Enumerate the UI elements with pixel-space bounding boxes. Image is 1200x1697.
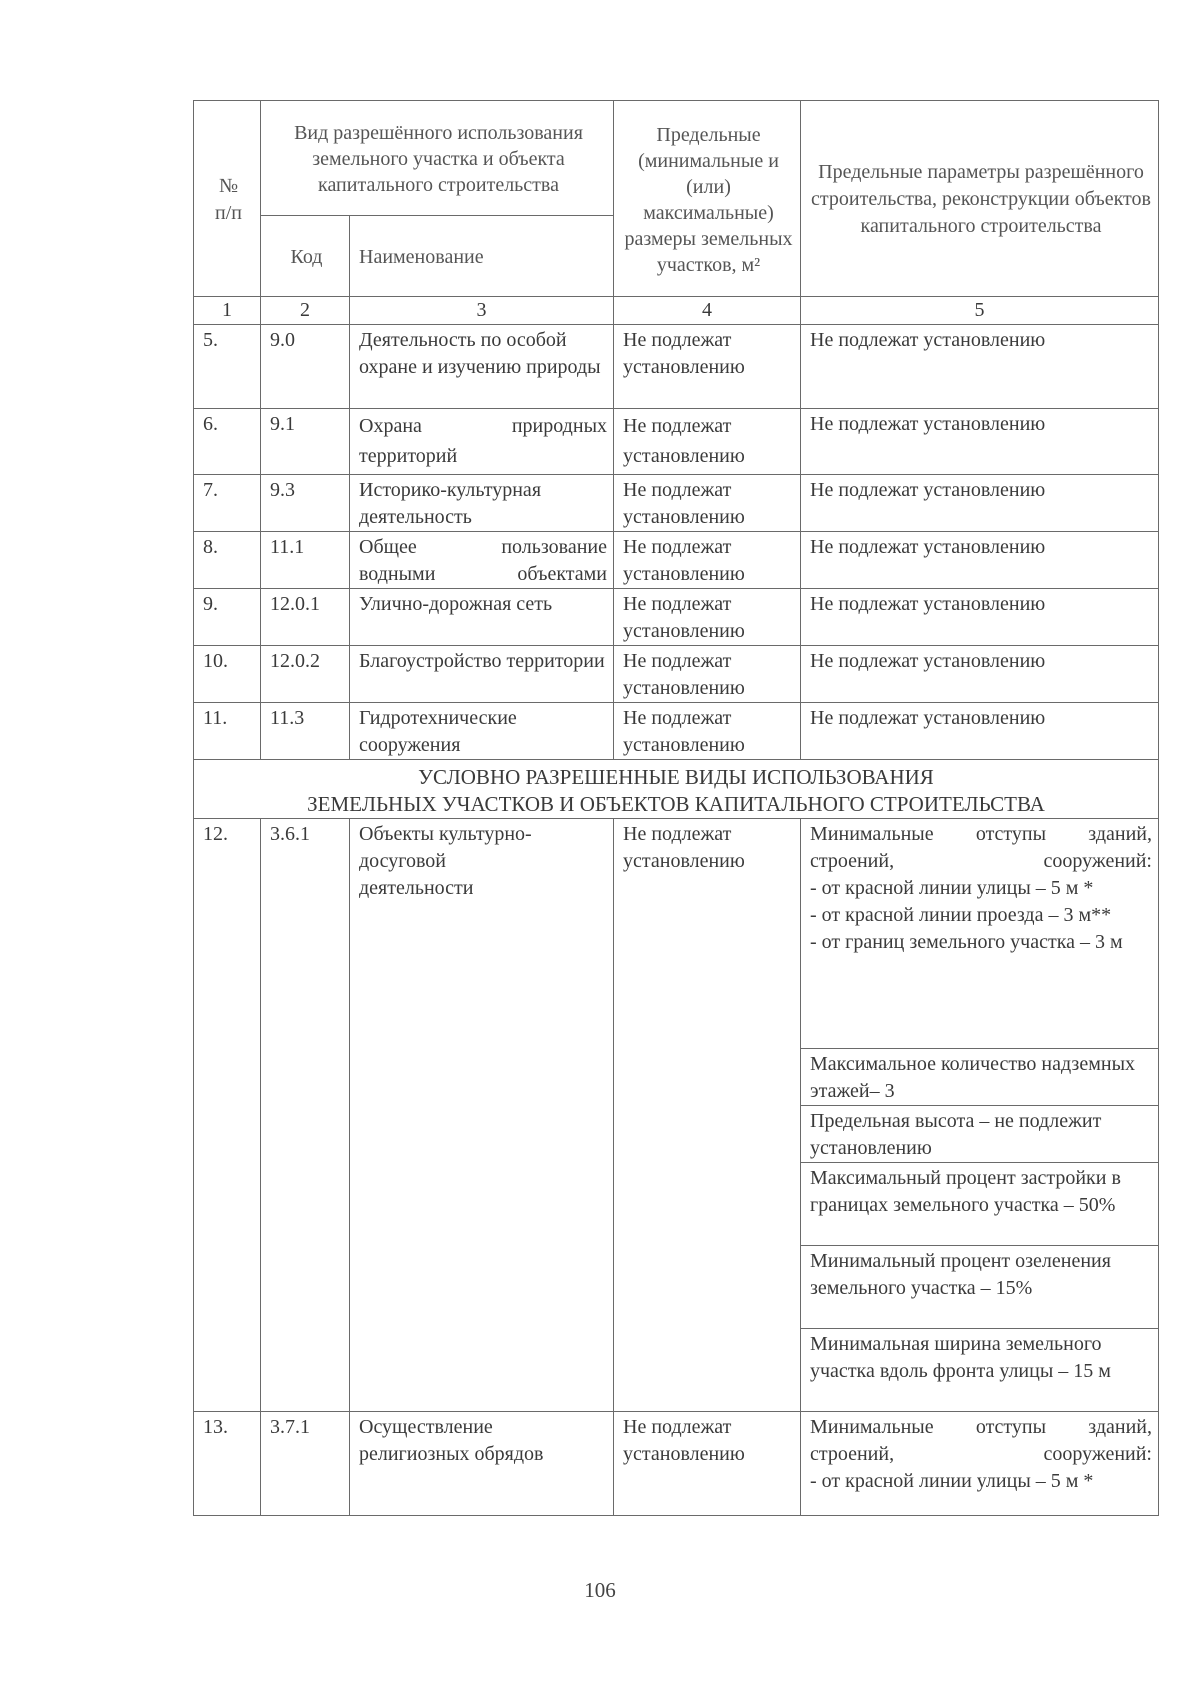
row-size: Не подлежат установлению: [614, 409, 801, 475]
row-code: 9.3: [261, 475, 350, 532]
row-param: Не подлежат установлению: [801, 475, 1159, 532]
row-code: 12.0.1: [261, 589, 350, 646]
param-line: - от красной линии улицы – 5 м *: [810, 1470, 1094, 1492]
param-floors: Максимальное количество надземных этажей– 3: [801, 1048, 1158, 1105]
row-code: 9.1: [261, 409, 350, 475]
col-number: 4: [614, 297, 801, 325]
row-name: Деятельность по особой охране и изучению природы: [350, 325, 614, 409]
param-coverage: Максимальный процент застройки в границах земельного участка – 50%: [801, 1162, 1158, 1245]
row-number: 8.: [194, 532, 261, 589]
row-name: Объекты культурно-досуговой деятельности: [350, 819, 614, 1412]
section-title-line2: ЗЕМЕЛЬНЫХ УЧАСТКОВ И ОБЪЕКТОВ КАПИТАЛЬНОГО СТРОИТЕЛЬСТВА: [307, 792, 1045, 816]
row-code: 11.1: [261, 532, 350, 589]
row-size: Не подлежат установлению: [614, 819, 801, 1412]
col-number: 2: [261, 297, 350, 325]
row-param: Не подлежат установлению: [801, 646, 1159, 703]
row-size: Не подлежат установлению: [614, 475, 801, 532]
row-number: 7.: [194, 475, 261, 532]
col-number: 1: [194, 297, 261, 325]
row-code: 3.6.1: [261, 819, 350, 1412]
header-row-top: [194, 101, 1159, 216]
land-use-table: [193, 100, 1159, 1516]
header-code: Код: [261, 216, 350, 297]
header-name: Наименование: [350, 216, 614, 297]
row-name: Гидротехнические сооружения: [350, 703, 614, 760]
param-frontage: Минимальная ширина земельного участка вдоль фронта улицы – 15 м: [801, 1328, 1158, 1411]
param-height: Предельная высота – не подлежит установлению: [801, 1105, 1158, 1162]
row-code: 11.3: [261, 703, 350, 760]
table-row: [194, 589, 1159, 646]
page-number: 106: [584, 1578, 616, 1602]
row-size: Не подлежат установлению: [614, 646, 801, 703]
row-name: Улично-дорожная сеть: [350, 589, 614, 646]
row-number: 12.: [194, 819, 261, 1412]
row-params: [801, 1412, 1159, 1516]
row-code: 9.0: [261, 325, 350, 409]
section-title: [194, 760, 1159, 819]
row-code: 12.0.2: [261, 646, 350, 703]
row-param: Не подлежат установлению: [801, 532, 1159, 589]
param-greenery: Минимальный процент озеленения земельного участка – 15%: [801, 1245, 1158, 1328]
param-line: - от границ земельного участка – 3 м: [810, 931, 1123, 953]
table-row: [194, 703, 1159, 760]
row-param: Не подлежат установлению: [801, 409, 1159, 475]
row-size: Не подлежат установлению: [614, 589, 801, 646]
table-row: [194, 646, 1159, 703]
column-numbers-row: [194, 297, 1159, 325]
table-row: [194, 532, 1159, 589]
row-name: Общее пользование водными объектами: [350, 532, 614, 589]
row-number: 6.: [194, 409, 261, 475]
row-number: 11.: [194, 703, 261, 760]
param-line: Минимальные отступы зданий, строений, сооружений:: [810, 823, 1152, 872]
row-param: Не подлежат установлению: [801, 589, 1159, 646]
row-name: Благоустройство территории: [350, 646, 614, 703]
row-size: Не подлежат установлению: [614, 703, 801, 760]
header-use-type: Вид разрешённого использования земельного участка и объекта капитального строительства: [261, 101, 614, 216]
row-param: Не подлежат установлению: [801, 325, 1159, 409]
param-line: - от красной линии улицы – 5 м *: [810, 877, 1094, 899]
row-size: Не подлежат установлению: [614, 1412, 801, 1516]
row-name: Охрана природных территорий: [350, 409, 614, 475]
row-code: 3.7.1: [261, 1412, 350, 1516]
row-name: Историко-культурная деятельность: [350, 475, 614, 532]
param-line: - от красной линии проезда – 3 м**: [810, 904, 1112, 926]
row-param: Не подлежат установлению: [801, 703, 1159, 760]
section-title-line1: УСЛОВНО РАЗРЕШЕННЫЕ ВИДЫ ИСПОЛЬЗОВАНИЯ: [418, 765, 934, 789]
row-number: 13.: [194, 1412, 261, 1516]
col-number: 5: [801, 297, 1159, 325]
row-size: Не подлежат установлению: [614, 325, 801, 409]
table-row: [194, 1412, 1159, 1516]
row-name: Осуществление религиозных обрядов: [350, 1412, 614, 1516]
table-row: [194, 325, 1159, 409]
row-number: 5.: [194, 325, 261, 409]
header-num: № п/п: [194, 101, 261, 297]
table-row: [194, 819, 1159, 1412]
section-header-row: [194, 760, 1159, 819]
row-params: [801, 819, 1159, 1412]
header-plot-sizes: Предельные (минимальные и (или) максимальные) размеры земельных участков, м²: [614, 101, 801, 297]
table-row: [194, 409, 1159, 475]
header-build-params: Предельные параметры разрешённого строительства, реконструкции объектов капитального строительства: [801, 101, 1159, 297]
param-line: Минимальные отступы зданий, строений, сооружений:: [810, 1416, 1152, 1465]
table-row: [194, 475, 1159, 532]
row-size: Не подлежат установлению: [614, 532, 801, 589]
col-number: 3: [350, 297, 614, 325]
row-number: 10.: [194, 646, 261, 703]
param-setbacks: [801, 819, 1158, 1048]
row-number: 9.: [194, 589, 261, 646]
